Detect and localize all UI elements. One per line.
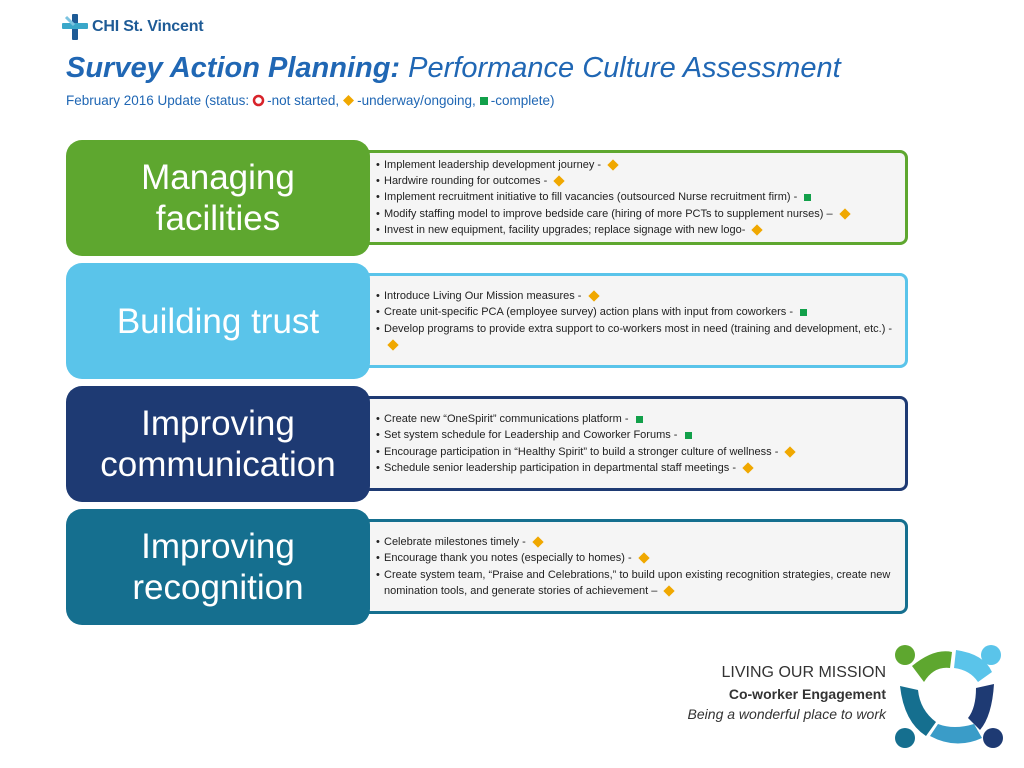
underway-diamond-icon <box>785 446 796 457</box>
underway-diamond-icon <box>752 224 763 235</box>
action-item <box>376 222 893 238</box>
action-item-text: Create system team, “Praise and Celebrations,” to build upon existing recognition strategies, create new nomination tools, and generate stories of achievement – <box>384 568 891 597</box>
action-item-text: Hardwire rounding for outcomes - <box>384 175 551 188</box>
action-item <box>376 567 893 600</box>
action-item-text: Encourage participation in “Healthy Spirit” to build a stronger culture of wellness - <box>384 445 782 458</box>
action-item <box>376 444 893 460</box>
mission-line1: LIVING OUR MISSION <box>721 664 886 681</box>
complete-square-icon <box>804 194 811 201</box>
action-item <box>376 534 893 550</box>
card-title-line1: Managing <box>141 158 295 197</box>
living-our-mission-tagline <box>688 662 886 724</box>
status-legend-subtitle <box>66 93 555 108</box>
complete-square-icon <box>479 96 489 106</box>
page-title <box>66 52 841 85</box>
subtitle-prefix: February 2016 Update (status: <box>66 93 250 108</box>
improving-recognition-items-box <box>355 519 908 614</box>
cross-logo-icon <box>62 14 88 40</box>
action-item-text: Invest in new equipment, facility upgrades; replace signage with new logo- <box>384 223 749 236</box>
improving-recognition-card <box>66 509 370 625</box>
action-item <box>376 206 893 222</box>
action-item-text: Create unit-specific PCA (employee survey) action plans with input from coworkers - <box>384 306 797 319</box>
managing-facilities-items-box <box>355 150 908 245</box>
card-title-line1: Improving <box>141 527 295 566</box>
action-item-text: Develop programs to provide extra support to co-workers most in need (training and development, etc.) - <box>384 322 893 335</box>
card-title-line2: recognition <box>132 568 304 607</box>
title-rest: Performance Culture Assessment <box>400 52 841 84</box>
underway-diamond-icon <box>664 585 675 596</box>
complete-square-icon <box>636 416 643 423</box>
not-started-icon <box>252 94 265 107</box>
logo-text: CHI St. Vincent <box>92 18 204 35</box>
underway-diamond-icon <box>342 94 355 107</box>
action-item <box>376 189 893 205</box>
mission-line2: Co-worker Engagement <box>728 686 886 702</box>
action-item-text: Celebrate milestones timely - <box>384 535 529 548</box>
action-item-text: Modify staffing model to improve bedside care (hiring of more PCTs to supplement nurses) – <box>384 207 836 220</box>
mission-line3: Being a wonderful place to work <box>687 706 886 722</box>
underway-diamond-icon <box>638 553 649 564</box>
legend-underway: -underway/ongoing, <box>357 93 476 108</box>
managing-facilities-card <box>66 140 370 256</box>
action-item <box>376 427 893 443</box>
action-item-text: Encourage thank you notes (especially to homes) - <box>384 552 635 565</box>
underway-diamond-icon <box>387 339 398 350</box>
complete-square-icon <box>685 432 692 439</box>
action-item <box>376 157 893 173</box>
title-bold: Survey Action Planning: <box>66 52 401 84</box>
underway-diamond-icon <box>839 208 850 219</box>
legend-complete: -complete) <box>490 93 555 108</box>
action-item-text: Implement leadership development journey - <box>384 158 605 171</box>
managing-facilities-list <box>376 157 893 238</box>
action-item <box>376 288 893 304</box>
action-item <box>376 304 893 320</box>
complete-square-icon <box>800 309 807 316</box>
improving-recognition-list <box>376 534 893 599</box>
action-item <box>376 321 893 354</box>
action-item <box>376 550 893 566</box>
action-item-text: Schedule senior leadership participation in departmental staff meetings - <box>384 461 740 474</box>
action-item-text: Implement recruitment initiative to fill vacancies (outsourced Nurse recruitment firm) - <box>384 191 801 204</box>
action-item-text: Create new “OneSpirit” communications platform - <box>384 412 632 425</box>
legend-not-started: -not started, <box>267 93 340 108</box>
card-title-line2: communication <box>100 445 336 484</box>
action-item <box>376 411 893 427</box>
chi-st-vincent-logo <box>62 12 203 42</box>
building-trust-card <box>66 263 370 379</box>
living-our-mission-logo-icon <box>892 638 1004 752</box>
improving-communication-list <box>376 411 893 476</box>
building-trust-list <box>376 288 893 353</box>
card-title-line2: facilities <box>155 199 281 238</box>
underway-diamond-icon <box>588 290 599 301</box>
action-item-text: Introduce Living Our Mission measures - <box>384 289 585 302</box>
underway-diamond-icon <box>742 462 753 473</box>
card-title-line1: Improving <box>141 404 295 443</box>
action-item-text: Set system schedule for Leadership and Coworker Forums - <box>384 429 681 442</box>
underway-diamond-icon <box>532 536 543 547</box>
action-item <box>376 460 893 476</box>
underway-diamond-icon <box>607 159 618 170</box>
action-item <box>376 173 893 189</box>
card-title-line1: Building trust <box>116 301 320 341</box>
building-trust-items-box <box>355 273 908 368</box>
improving-communication-items-box <box>355 396 908 491</box>
improving-communication-card <box>66 386 370 502</box>
underway-diamond-icon <box>554 175 565 186</box>
